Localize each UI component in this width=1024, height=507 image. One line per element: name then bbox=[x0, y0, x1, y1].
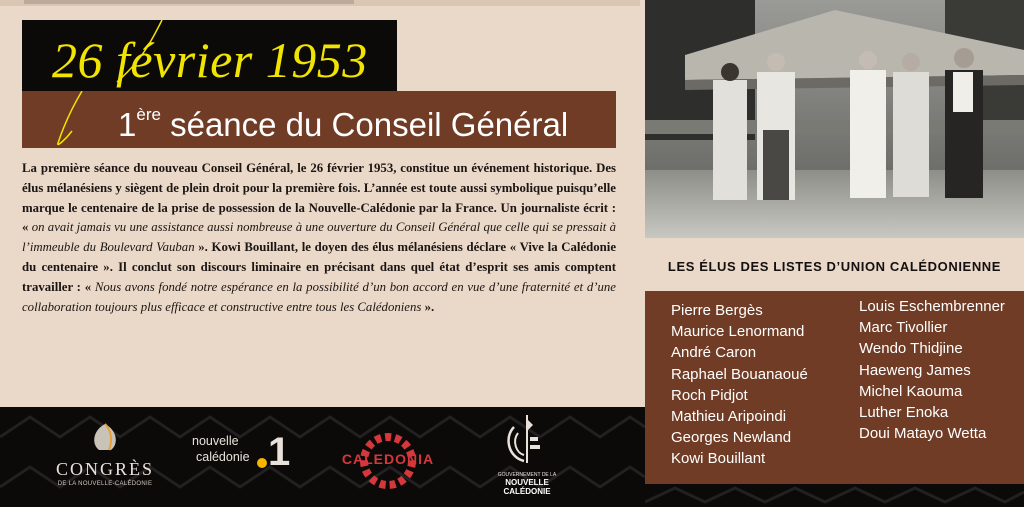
list-item: Mathieu Aripoindi bbox=[671, 408, 787, 426]
historic-photo bbox=[645, 0, 1024, 238]
list-caption: LES ÉLUS DES LISTES D’UNION CALÉDONIENNE bbox=[667, 259, 1002, 274]
title-banner bbox=[22, 91, 616, 148]
title-superscript: ère bbox=[136, 105, 161, 124]
congres-logo bbox=[50, 422, 160, 487]
nc1-logo bbox=[192, 430, 312, 474]
nc1-dot bbox=[257, 458, 267, 468]
list-item: Marc Tivollier bbox=[859, 319, 948, 337]
top-text-fragment bbox=[0, 0, 640, 14]
title-rest: séance du Conseil Général bbox=[160, 106, 569, 143]
list-item: Luther Enoka bbox=[859, 404, 949, 422]
names-column-left bbox=[671, 300, 808, 470]
article-part-3: ». bbox=[421, 299, 435, 314]
footer-right-band bbox=[645, 484, 1024, 507]
gouvernement-emblem-icon bbox=[502, 413, 552, 465]
list-item: Haeweng James bbox=[859, 361, 971, 379]
article-part-2: ». Kowi Bouillant, le doyen des élus mélanésiens déclare « Vive la Calédonie du centenaire ». Il conclut son discours liminaire en précisant dans quel état d’esprit ses amis comptent travailler : « bbox=[22, 240, 616, 294]
gouvernement-sub: GOUVERNEMENT DE LA bbox=[497, 472, 557, 478]
article-quote-1: on avait jamais vu une assistance aussi nombreuse à une ouverture du Conseil Général que celle qui se pressait à l’immeuble du Boulevard Vauban bbox=[22, 220, 616, 255]
list-item: André Caron bbox=[671, 344, 757, 362]
list-item: Raphael Bouanaoué bbox=[671, 365, 808, 383]
article-body bbox=[22, 159, 616, 317]
list-item: Michel Kaouma bbox=[859, 382, 963, 400]
names-box bbox=[645, 291, 1024, 484]
list-item: Georges Newland bbox=[671, 429, 792, 447]
list-item: Roch Pidjot bbox=[671, 386, 748, 404]
gouvernement-logo bbox=[496, 413, 558, 496]
caption-box bbox=[645, 238, 1024, 291]
list-item: Doui Matayo Wetta bbox=[859, 425, 987, 443]
footer-logos bbox=[0, 407, 645, 507]
gouvernement-name: NOUVELLE CALÉDONIE bbox=[503, 478, 551, 496]
footer-right-pattern bbox=[645, 484, 1024, 507]
list-item: Pierre Bergès bbox=[671, 302, 763, 319]
list-item: Maurice Lenormand bbox=[671, 323, 805, 341]
congres-shell-icon bbox=[85, 422, 125, 452]
article-part-1: La première séance du nouveau Conseil Général, le 26 février 1953, constitue un événement historique. Des élus mélanésiens y siègent de plein droit pour la première fois. L’année est toute aussi symbolique puisqu’elle marque le centenaire de la prise de possession de la Nouvelle-Calédonie par la France. Un journaliste écrit : « bbox=[22, 161, 616, 235]
article-quote-2: Nous avons fondé notre espérance en la possibilité d’un bon accord en vue d’une fraternité et d’une collaboration toujours plus efficace et constructive entre tous les Calédoniens bbox=[22, 279, 616, 314]
list-item: Kowi Bouillant bbox=[671, 450, 766, 468]
list-item: Louis Eschembrenner bbox=[859, 298, 1005, 315]
title-number: 1 bbox=[118, 106, 137, 143]
caledonia-name: CALEDONIA bbox=[341, 451, 435, 467]
nc1-number: 1 bbox=[268, 430, 291, 474]
list-item: Wendo Thidjine bbox=[859, 340, 963, 358]
nc1-line1: nouvelle bbox=[192, 434, 239, 448]
date-heading: 26 février 1953 bbox=[52, 32, 368, 88]
names-column-right bbox=[859, 296, 1005, 444]
page-title bbox=[118, 99, 568, 145]
nc1-line2: calédonie bbox=[196, 450, 250, 464]
caledonia-logo bbox=[340, 427, 436, 502]
photo-illustration bbox=[645, 0, 1024, 238]
congres-name: CONGRÈS bbox=[55, 459, 154, 479]
congres-sub: DE LA NOUVELLE-CALÉDONIE bbox=[57, 481, 153, 487]
date-banner bbox=[22, 20, 397, 91]
